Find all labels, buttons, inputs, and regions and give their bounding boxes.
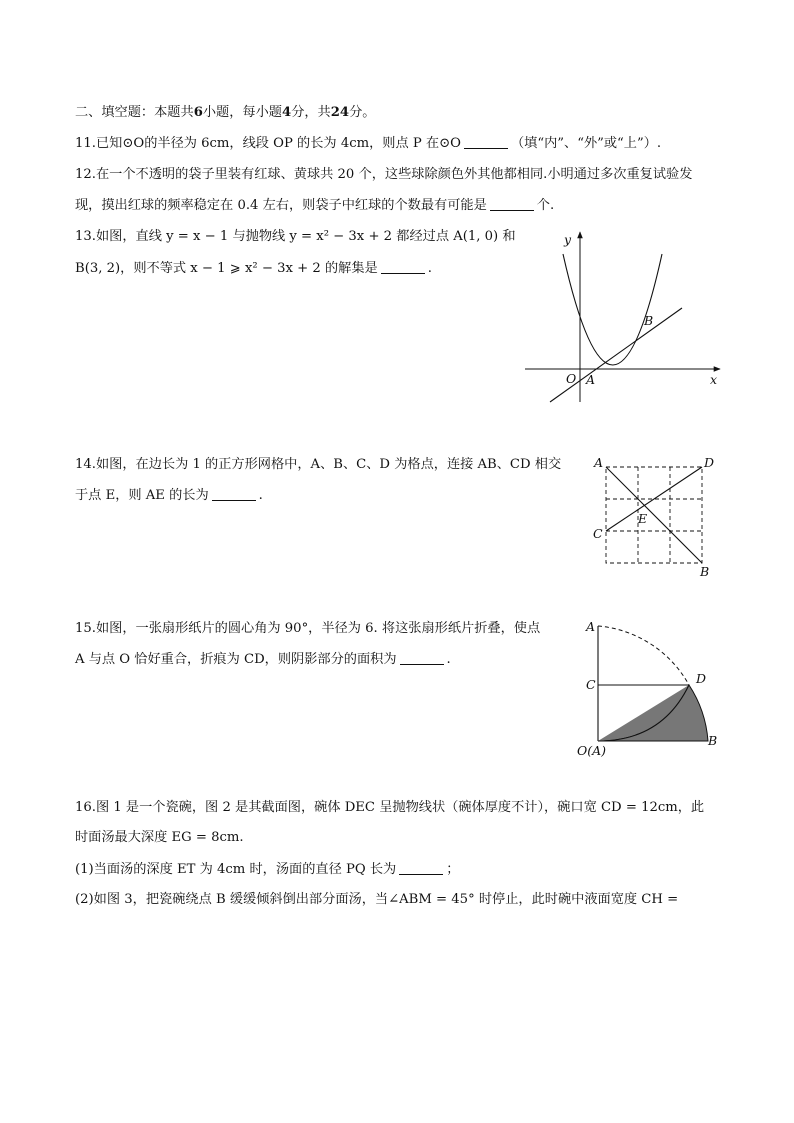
q15-figure [572, 616, 732, 764]
y-label: y [564, 232, 572, 247]
question-count: 6 [193, 105, 203, 120]
question-13-line2 [75, 259, 432, 278]
origin-label: O [566, 371, 577, 386]
q14-figure [588, 452, 728, 584]
question-15-line1: 15.如图，一张扇形纸片的圆心角为 90°，半径为 6. 将这张扇形纸片折叠，使点 [75, 621, 541, 636]
q13-answer-blank[interactable] [381, 259, 425, 274]
heading-text: 二、填空题：本题共 [75, 105, 194, 120]
points-total: 24 [330, 105, 350, 120]
point-c-label: C [586, 677, 596, 692]
q13-text-end: . [427, 261, 432, 276]
question-11 [75, 134, 661, 153]
point-b-label: B [708, 733, 718, 748]
question-14-line2 [75, 486, 263, 505]
q11-text: 11.已知⊙O的半径为 6cm，线段 OP 的长为 4cm，则点 P 在⊙O [75, 136, 461, 151]
q16-part1-text: (1)当面汤的深度 ET 为 4cm 时，汤面的直径 PQ 长为 [75, 862, 397, 877]
q12-answer-blank[interactable] [490, 196, 534, 211]
q13-text: B(3, 2)，则不等式 x − 1 ⩾ x² − 3x + 2 的解集是 [75, 261, 378, 276]
question-13-line1: 13.如图，直线 y = x − 1 与抛物线 y = x² − 3x + 2 都经过点 A(1, 0) 和 [75, 229, 516, 244]
section-heading [75, 104, 375, 122]
parabola [563, 254, 662, 365]
q16-part1-text-end: ； [446, 862, 460, 877]
line [550, 308, 682, 402]
segment-ab [606, 467, 702, 563]
q14-answer-blank[interactable] [212, 486, 256, 501]
question-16-line1: 16.图 1 是一个瓷碗，图 2 是其截面图，碗体 DEC 呈抛物线状（碗体厚度不计），碗口宽 CD = 12cm，此 [75, 800, 705, 815]
question-12-line1: 12.在一个不透明的袋子里装有红球、黄球共 20 个，这些球除颜色外其他都相同.小明通过多次重复试验发 [75, 167, 693, 182]
question-14-line1: 14.如图，在边长为 1 的正方形网格中，A、B、C、D 为格点，连接 AB、CD 相交 [75, 457, 562, 472]
question-12-line2 [75, 196, 554, 215]
q15-answer-blank[interactable] [400, 650, 444, 665]
q11-answer-blank[interactable] [464, 134, 508, 149]
q15-text-end: . [446, 652, 451, 667]
point-b-label: B [644, 313, 654, 328]
point-b-label: B [700, 564, 710, 579]
point-d-label: D [696, 671, 707, 686]
point-a-label: A [586, 372, 596, 387]
heading-text-end: 分。 [349, 105, 376, 120]
question-16-part2: (2)如图 3，把瓷碗绕点 B 缓缓倾斜倒出部分面汤，当∠ABM = 45° 时停止，此时碗中液面宽度 CH = [75, 892, 679, 907]
q11-text-end: （填“内”、“外”或“上”）. [510, 136, 662, 151]
q16-part1-answer-blank[interactable] [399, 860, 443, 875]
q12-text-end: 个. [536, 198, 555, 213]
point-a-label: A [594, 455, 604, 470]
point-c-label: C [593, 526, 603, 541]
q13-figure [520, 226, 730, 406]
question-15-line2 [75, 650, 451, 669]
heading-text-mid2: 分，共 [291, 105, 331, 120]
dashed-arc [598, 626, 689, 685]
q12-text: 现，摸出红球的频率稳定在 0.4 左右，则袋子中红球的个数最有可能是 [75, 198, 487, 213]
point-e-label: E [638, 511, 648, 526]
q14-text-end: . [258, 488, 263, 503]
q15-text: A 与点 O 恰好重合，折痕为 CD，则阴影部分的面积为 [75, 652, 397, 667]
point-oa-label: O(A) [577, 743, 607, 758]
question-16-line2: 时面汤最大深度 EG = 8cm. [75, 830, 244, 845]
question-16-part1 [75, 860, 459, 879]
q14-text: 于点 E，则 AE 的长为 [75, 488, 209, 503]
points-each: 4 [282, 105, 292, 120]
x-label: x [710, 372, 718, 387]
point-a-label: A [586, 619, 596, 634]
point-d-label: D [704, 455, 715, 470]
heading-text-mid: 小题，每小题 [202, 105, 282, 120]
